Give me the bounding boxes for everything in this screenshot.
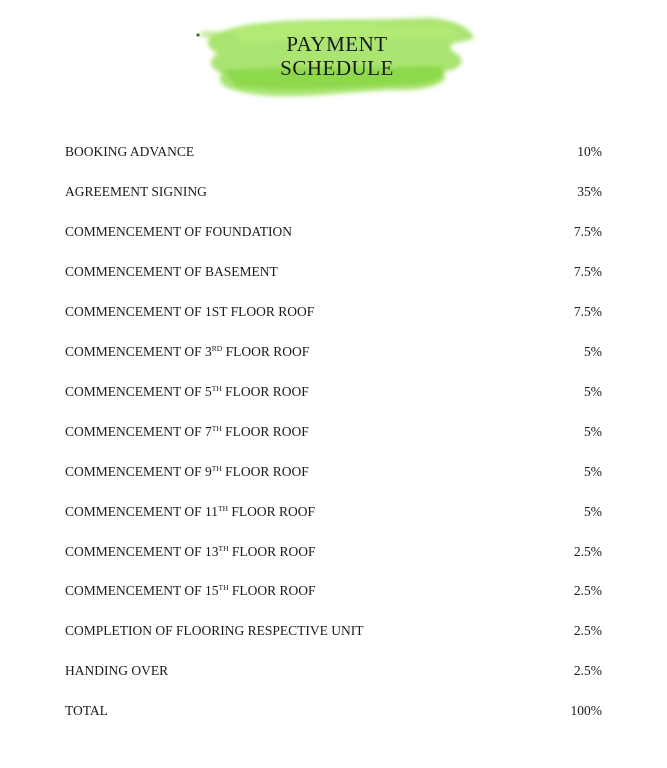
- schedule-label: [65, 382, 309, 402]
- schedule-percentage: 35%: [577, 183, 602, 199]
- schedule-label-text: TOTAL: [65, 703, 108, 719]
- schedule-percentage: 100%: [570, 703, 602, 719]
- schedule-label-text: COMMENCEMENT OF 3: [65, 343, 212, 359]
- schedule-label: [65, 502, 315, 522]
- schedule-label-text: FLOOR ROOF: [221, 423, 309, 439]
- schedule-percentage: 5%: [584, 423, 602, 439]
- schedule-label-text: COMMENCEMENT OF 1ST FLOOR ROOF: [65, 303, 315, 319]
- schedule-row: [65, 342, 605, 362]
- schedule-row: [65, 182, 605, 202]
- schedule-percentage: 7.5%: [573, 223, 602, 239]
- ordinal-suffix: TH: [211, 423, 222, 433]
- schedule-percentage: 10%: [577, 144, 602, 159]
- schedule-label-text: COMPLETION OF FLOORING RESPECTIVE UNIT: [65, 623, 364, 639]
- schedule-row: [65, 542, 605, 562]
- schedule-label: [65, 262, 278, 282]
- schedule-label-text: COMMENCEMENT OF BASEMENT: [65, 263, 278, 279]
- schedule-row: [65, 302, 605, 322]
- schedule-label-text: COMMENCEMENT OF 11: [65, 503, 219, 519]
- schedule-label: [65, 422, 309, 442]
- schedule-percentage: 7.5%: [573, 263, 602, 279]
- ordinal-suffix: RD: [211, 343, 223, 353]
- ordinal-suffix: TH: [211, 383, 222, 393]
- schedule-label: [65, 222, 292, 242]
- schedule-percentage: 7.5%: [573, 303, 602, 319]
- schedule-label-text: FLOOR ROOF: [221, 463, 309, 479]
- schedule-label-text: COMMENCEMENT OF 9: [65, 463, 212, 479]
- title-banner: [192, 8, 482, 108]
- schedule-row: [65, 142, 605, 162]
- page-title: [192, 32, 482, 80]
- schedule-label-text: AGREEMENT SIGNING: [65, 183, 207, 199]
- schedule-label-text: COMMENCEMENT OF 5: [65, 383, 212, 399]
- schedule-label-text: FLOOR ROOF: [221, 383, 309, 399]
- schedule-row: [65, 462, 605, 482]
- schedule-percentage: 2.5%: [573, 583, 602, 599]
- schedule-row: [65, 621, 605, 641]
- ordinal-suffix: TH: [211, 463, 222, 473]
- schedule-label: [65, 302, 314, 322]
- schedule-label: [65, 661, 168, 681]
- schedule-row: [65, 382, 605, 402]
- schedule-percentage: 5%: [584, 383, 602, 399]
- schedule-label-text: COMMENCEMENT OF 13: [65, 543, 219, 559]
- schedule-percentage: 2.5%: [573, 623, 602, 639]
- schedule-percentage: 5%: [584, 503, 602, 519]
- schedule-label: [65, 142, 194, 162]
- schedule-label-text: COMMENCEMENT OF 7: [65, 423, 212, 439]
- schedule-label: [65, 342, 309, 362]
- schedule-label: [65, 581, 316, 601]
- schedule-row: [65, 701, 605, 721]
- ordinal-suffix: TH: [218, 503, 229, 513]
- schedule-row: [65, 262, 605, 282]
- schedule-label: [65, 182, 207, 202]
- schedule-label-text: BOOKING ADVANCE: [65, 144, 195, 159]
- schedule-label: [65, 701, 108, 721]
- schedule-label-text: FLOOR ROOF: [228, 543, 316, 559]
- schedule-label-text: COMMENCEMENT OF 15: [65, 583, 219, 599]
- schedule-label-text: HANDING OVER: [65, 663, 169, 679]
- schedule-label-text: COMMENCEMENT OF FOUNDATION: [65, 223, 293, 239]
- ordinal-suffix: TH: [218, 543, 229, 553]
- schedule-row: [65, 222, 605, 242]
- ordinal-suffix: TH: [218, 583, 229, 593]
- schedule-label: [65, 621, 364, 641]
- schedule-label-text: FLOOR ROOF: [228, 583, 316, 599]
- schedule-percentage: 2.5%: [573, 663, 602, 679]
- schedule-percentage: 5%: [584, 463, 602, 479]
- schedule-label: [65, 542, 316, 562]
- schedule-row: [65, 422, 605, 442]
- schedule-row: [65, 502, 605, 522]
- title-line-2: SCHEDULE: [280, 56, 394, 80]
- schedule-label: [65, 462, 309, 482]
- schedule-row: [65, 581, 605, 601]
- schedule-label-text: FLOOR ROOF: [222, 343, 310, 359]
- title-line-1: PAYMENT: [286, 32, 388, 56]
- schedule-label-text: FLOOR ROOF: [228, 503, 316, 519]
- schedule-row: [65, 661, 605, 681]
- schedule-percentage: 5%: [584, 343, 602, 359]
- schedule-percentage: 2.5%: [573, 543, 602, 559]
